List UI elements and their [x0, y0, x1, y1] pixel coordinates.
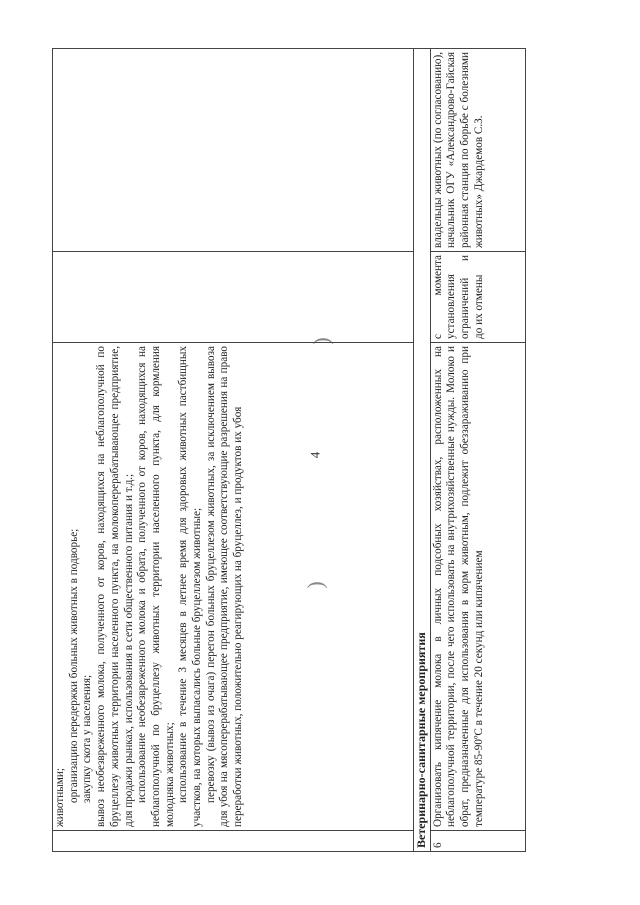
binder-hole-mark: ) [308, 337, 334, 345]
section-title: Ветеринарно-санитарные мероприятия [414, 49, 431, 852]
measure-line: использование в течение 3 месяцев в летнее время для здоровых животных пастбищных участков, на которых выпасались больные бруцеллезом животные; [177, 346, 204, 827]
table-row [53, 49, 414, 852]
measure-line: использование необезвреженного молока и обрата, полученного от коров, находящихся на неблагополучной по бруцеллезу животных территории населенного пункта, для кормления молодняка животных; [136, 346, 176, 827]
binder-hole-mark: ) [302, 581, 328, 589]
date-cell [53, 252, 414, 343]
row-number [53, 831, 414, 852]
measure-line: животными; [54, 768, 66, 827]
measure-line: закупку скота у населения; [81, 674, 94, 803]
measures-table [52, 48, 526, 852]
responsible-cell: владельцы животных (по согласованию), начальник ОГУ «Александрово-Гайская районная станция по борьбе с болезнями животных» Джардемов С.З. [430, 49, 525, 252]
measure-line: организацию передержки больных животных в подворье; [67, 528, 80, 803]
measure-line: вывоз необезвреженного молока, полученного от коров, находящихся на неблагополучной по бруцеллезу животных территории населенного пункта, на молокоперерабатывающее предприятие, для продажи рынках, использования в сети общественного питания и т.д.; [95, 346, 135, 827]
table-row [430, 49, 525, 852]
date-cell: с момента установления ограничений и до их отмены [430, 252, 525, 343]
page-number: 4 [307, 451, 323, 459]
row-number: 6 [430, 831, 525, 852]
responsible-cell [53, 49, 414, 252]
measures-cell [53, 343, 414, 831]
measures-cell: Организовать кипячение молока в личных подсобных хозяйствах, расположенных на неблагополучной территории, после чего использовать на внутрихозяйственные нужды. Молоко и обрат, предназначенные для использования в корм животным, подлежит обеззараживанию при температуре 85-90ºС в течение 20 секунд или кипячением [430, 343, 525, 831]
rotated-document [52, 48, 516, 852]
measure-line: перевозку (вывоз из очага) перегон больных бруцеллезом животных, за исключением вывоза для убоя на мясоперерабатывающее предприятие, имеющее соответствующие разрешения на право переработки животных, положительно реагирующих на бруцеллез, и продуктов их убоя [204, 346, 245, 827]
section-row [414, 49, 431, 852]
